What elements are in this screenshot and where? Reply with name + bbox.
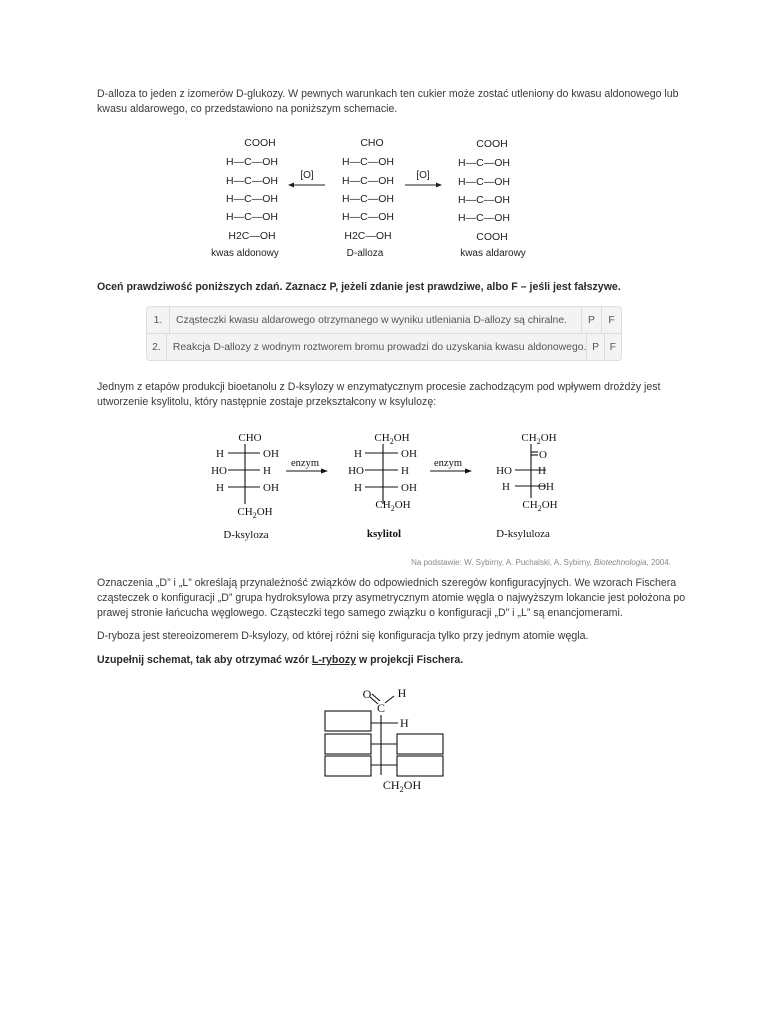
aldonic-bottom: H2C—OH — [228, 230, 276, 242]
false-option-2[interactable]: F — [604, 334, 621, 360]
aldaric-row-1: H—C—OH — [458, 157, 510, 169]
xylitol-formula — [348, 432, 417, 540]
xylulose-c3-right: H — [538, 465, 546, 477]
task2-prefix: Uzupełnij schemat, tak aby otrzymać wzór — [97, 654, 312, 666]
xylose-c2-right: OH — [263, 448, 279, 460]
allose-row-2: H—C—OH — [342, 175, 394, 187]
enzyme-arrow-1-head — [321, 469, 328, 474]
aldonic-acid-formula — [211, 137, 279, 259]
enzyme-label-2: enzym — [434, 458, 462, 469]
answer-box-c3-left[interactable] — [325, 734, 371, 754]
xylitol-name: ksylitol — [366, 528, 402, 540]
xylose-formula — [211, 432, 279, 541]
aldaric-bottom: COOH — [476, 231, 508, 243]
xylose-bottom: $CH_2OH$ — [237, 506, 273, 520]
tf-row-2 — [147, 333, 621, 360]
intro-text: D-alloza to jeden z izomerów D-glukozy. W pewnych warunkach ten cukier może zostać utleniony do kwasu aldonowego lub kwasu aldarowego, co przedstawiono na poniższym schemacie. — [97, 88, 679, 115]
xylose-c3-right: H — [263, 465, 271, 477]
xylitol-c4-right: OH — [401, 482, 417, 494]
c2-right-h: H — [400, 716, 409, 730]
allose-row-4: H—C—OH — [342, 211, 394, 223]
source-citation — [300, 558, 671, 567]
answer-box-c2-left[interactable] — [325, 711, 371, 731]
answer-box-c4-right[interactable] — [397, 756, 443, 776]
enzyme-label-1: enzym — [291, 458, 319, 469]
task2-instruction — [97, 653, 687, 668]
xylulose-name: D-ksyluloza — [496, 528, 550, 540]
aldehyde-c: C — [376, 701, 386, 715]
allose-top: CHO — [360, 137, 384, 149]
xylose-c2-left: H — [216, 448, 224, 460]
tf-row-statement: Cząsteczki kwasu aldarowego otrzymanego w wyniku utleniania D-allozy są chiralne. — [170, 307, 582, 333]
xylitol-c2-right: OH — [401, 448, 417, 460]
xylulose-bottom: $CH_2OH$ — [522, 499, 558, 513]
source-title: Biotechnologia — [594, 558, 647, 567]
xylulose-top: $CH_2OH$ — [521, 432, 557, 446]
xylose-name: D-ksyloza — [223, 529, 269, 541]
xylitol-c3-right: H — [401, 465, 409, 477]
aldaric-acid-formula — [458, 138, 526, 259]
xylose-c4-left: H — [216, 482, 224, 494]
arrow-right-head — [436, 183, 442, 188]
allose-formula — [342, 137, 394, 259]
true-option-1[interactable]: P — [588, 314, 595, 326]
oxidant-label-left: [O] — [300, 170, 314, 181]
l-ribose-fischer-scheme — [320, 684, 450, 796]
aldonic-row-2: H—C—OH — [226, 175, 278, 187]
xylulose-carbonyl: O — [539, 449, 547, 461]
xylulose-c4-right: OH — [538, 481, 554, 493]
xylulose-c3-left: HO — [496, 465, 512, 477]
c5-bottom: $CH_2OH$ — [382, 778, 422, 794]
allose-bottom: H2C—OH — [344, 230, 392, 242]
aldonic-row-4: H—C—OH — [226, 211, 278, 223]
bioethanol-text: Jednym z etapów produkcji bioetanolu z D-ksylozy w enzymatycznym procesie zachodzącym pod wpływem drożdży jest utworzenie ksylitolu, który następnie zostaje przekształcony w ksylulozę: — [97, 381, 661, 408]
arrow-left-head — [288, 183, 294, 188]
ribose-text: D-ryboza jest stereoizomerem D-ksylozy, od której różni się konfiguracja tylko przy jednym atomie węgla. — [97, 630, 589, 642]
source-prefix: Na podstawie: W. Sybirny, A. Puchalski, A. Sybirny, — [411, 558, 595, 567]
source-suffix: , 2004. — [646, 558, 671, 567]
aldonic-name: kwas aldonowy — [211, 248, 279, 259]
aldonic-top: COOH — [244, 137, 276, 149]
allose-row-1: H—C—OH — [342, 156, 394, 168]
xylose-c4-right: OH — [263, 482, 279, 494]
true-false-table — [146, 306, 622, 361]
task2-term: L-rybozy — [311, 654, 357, 666]
answer-box-c3-right[interactable] — [397, 734, 443, 754]
xylose-conversion-scheme — [200, 428, 580, 548]
allose-row-3: H—C—OH — [342, 193, 394, 205]
xylose-c3-left: HO — [211, 465, 227, 477]
oxidant-label-right: [O] — [416, 170, 430, 181]
xylitol-c2-left: H — [354, 448, 362, 460]
aldaric-row-4: H—C—OH — [458, 212, 510, 224]
task2-suffix: w projekcji Fischera. — [356, 654, 464, 666]
allose-oxidation-scheme — [200, 134, 540, 264]
answer-box-c4-left[interactable] — [325, 756, 371, 776]
xylitol-c3-left: HO — [348, 465, 364, 477]
xylitol-c4-left: H — [354, 482, 362, 494]
aldaric-name: kwas aldarowy — [460, 248, 526, 259]
aldehyde-o: O — [362, 687, 372, 701]
aldaric-row-2: H—C—OH — [458, 176, 510, 188]
true-option-2[interactable]: P — [592, 341, 600, 353]
xylitol-bottom: $CH_2OH$ — [375, 499, 411, 513]
xylulose-c4-left: H — [502, 481, 510, 493]
allose-name: D-alloza — [346, 248, 384, 259]
tf-row-number: 2. — [147, 334, 167, 360]
tf-row-number: 1. — [147, 307, 170, 333]
aldonic-row-1: H—C—OH — [226, 156, 278, 168]
configuration-text: Oznaczenia „D” i „L” określają przynależność związków do odpowiednich szeregów konfiguracyjnych. We wzorach Fischera cząsteczek o konfiguracji „D” grupa hydroksylowa przy asymetrycznym atomie węgla o najwyższym lokancie jest położona po prawej stronie łańcucha węglowego. Cząsteczki tego samego związku o konfiguracji „D” i „L” są enancjomerami. — [97, 577, 686, 619]
xylitol-top: $CH_2OH$ — [374, 432, 410, 446]
false-option-1[interactable]: F — [601, 307, 621, 333]
tf-row-statement: Reakcja D-allozy z wodnym roztworem bromu prowadzi do uzyskania kwasu aldonowego. — [167, 334, 588, 360]
aldaric-top: COOH — [476, 138, 508, 150]
xylose-top: CHO — [238, 432, 262, 444]
task1-instruction: Oceń prawdziwość poniższych zdań. Zaznacz P, jeżeli zdanie jest prawdziwe, albo F – jeśli jest fałszywe. — [97, 281, 621, 293]
xylulose-formula — [496, 432, 558, 540]
aldehyde-h: H — [397, 686, 407, 700]
enzyme-arrow-2-head — [465, 469, 472, 474]
aldonic-row-3: H—C—OH — [226, 193, 278, 205]
aldaric-row-3: H—C—OH — [458, 194, 510, 206]
tf-row-1 — [147, 307, 621, 333]
